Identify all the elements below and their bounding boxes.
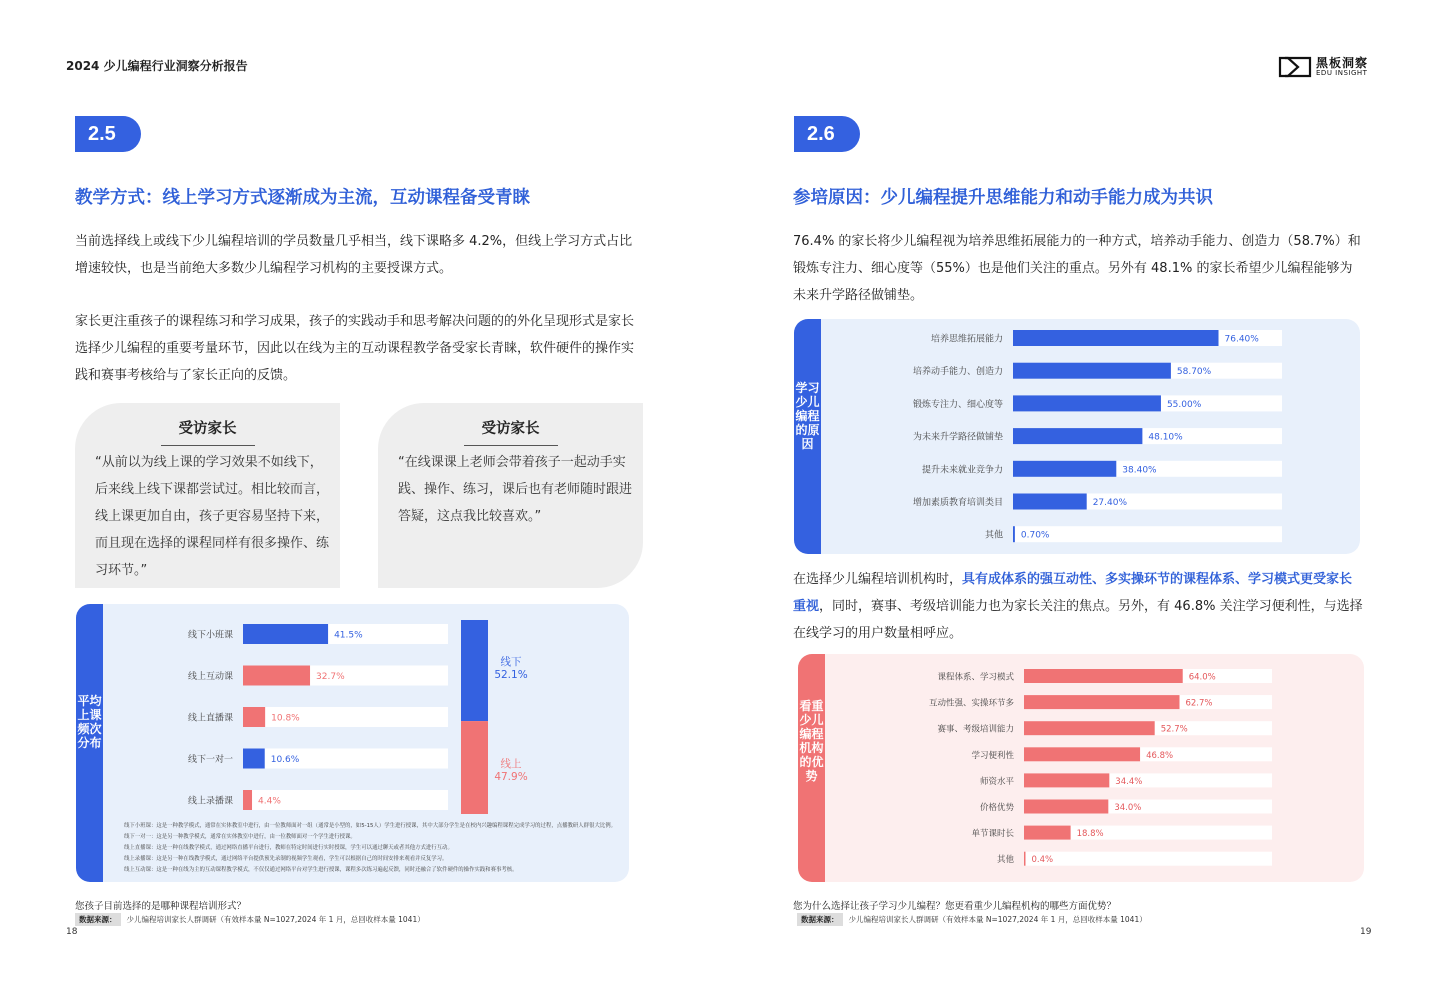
category-label: 线上直播课: [187, 713, 233, 724]
data-label: 41.5%: [334, 630, 363, 641]
quote-heading: 受访家长: [178, 421, 237, 437]
chart-side-label: 平均上课频次分布: [77, 694, 102, 750]
category-label: 培养动手能力、创造力: [912, 367, 1003, 378]
institution-advantage-chart-panel: [798, 654, 1364, 882]
category-label: 线上互动课: [187, 672, 233, 682]
data-label: 34.0%: [1114, 803, 1142, 813]
report-title: 2024 少儿编程行业洞察分析报告: [66, 59, 248, 73]
bar: [1024, 800, 1108, 814]
bar: [1013, 494, 1087, 510]
category-label: 线下小班课: [187, 630, 233, 641]
bar: [243, 707, 265, 727]
logo-en-text: EDU INSIGHT: [1316, 69, 1368, 77]
category-label: 课程体系、学习模式: [937, 672, 1014, 683]
data-label: 32.7%: [316, 672, 345, 682]
data-label: 10.6%: [270, 755, 300, 765]
quote-text: “在线课课上老师会带着孩子一起动手实践、操作、练习，课后也有老师随时跟进答疑，这点我比较喜欢。”: [398, 455, 633, 524]
data-label: 62.7%: [1185, 698, 1213, 709]
class-format-chart-panel: [76, 604, 629, 882]
data-label: 58.70%: [1176, 367, 1212, 378]
data-source: [75, 913, 425, 926]
stacked-segment: [461, 620, 488, 721]
quote-heading: 受访家长: [481, 421, 540, 437]
bar: [243, 624, 328, 644]
bar: [1024, 695, 1179, 709]
data-label: 34.4%: [1115, 776, 1143, 787]
bar: [1024, 773, 1109, 787]
data-label: 46.8%: [1146, 750, 1174, 761]
data-label: 4.4%: [258, 796, 281, 807]
source-text: 少儿编程培训家长人群调研（有效样本量 N=1027,2024 年 1 月，总回收样本量 1041）: [126, 915, 425, 924]
page-number: 19: [1360, 927, 1372, 937]
category-label: 学习便利性: [971, 750, 1014, 761]
definition-note: 线上互动课：这是一种在线为主的互动课程教学模式，不仅仅通过网络平台对学生进行授课，课程多次练习遍起反馈，同时还融合了软件硬件的操作实践和赛事考核。: [124, 867, 518, 873]
brand-logo: [1278, 54, 1372, 80]
category-label: 锻炼专注力、细心度等: [912, 399, 1003, 410]
chart-side-label: 看重少儿编程机构的优势: [799, 699, 824, 783]
section-title: 参培原因：少儿编程提升思维能力和动手能力成为共识: [793, 188, 1213, 208]
institution-advantage-bar-chart: [798, 654, 1364, 882]
data-label: 76.40%: [1224, 334, 1259, 345]
category-label: 其他: [996, 855, 1014, 866]
parent-quote-card: [378, 403, 643, 588]
parent-quote-card: [75, 403, 340, 588]
bar: [1024, 721, 1155, 735]
bar-track: [1024, 852, 1272, 866]
logo-mark-icon: [1278, 56, 1312, 78]
definition-note: 线上直播课：这是一种在线教学模式，通过网络直播平台进行，教师在特定时间进行实时授课，学生可以通过聊天或者其他方式进行互动。: [124, 845, 453, 851]
highlighted-text: 具有成体系的强互动性、多实操环节的课程体系、学习模式更受家长重视: [793, 572, 1353, 614]
bar: [1013, 330, 1219, 346]
data-label: 52.7%: [1160, 724, 1188, 735]
data-label: 0.4%: [1031, 855, 1054, 866]
bar: [243, 666, 310, 686]
category-label: 互动性强、实操环节多: [928, 698, 1014, 709]
definition-note: 线上录播课：这是另一种在线教学模式，通过网络平台提供预先录制的视频学生观看，学生可以根据自己的时间安排来观看并反复学习。: [124, 856, 448, 862]
definition-note: 线下一对一：这是另一种教学模式，通常在实体教室中进行，由一位教师面对一个学生进行授课。: [124, 834, 356, 840]
quote-underline: [161, 445, 255, 446]
data-label: 55.00%: [1166, 399, 1202, 410]
source-label: 数据来源：: [75, 913, 121, 926]
bar: [1013, 526, 1015, 542]
bar: [1024, 747, 1140, 761]
definition-note: 线下小班课：这是一种教学模式，通常在实体教室中进行，由一位教师面对一组（通常是小型的，如5-15人）学生进行授课，其中大部分学生是在校内兴趣编程课程完成学习的过程，点播教研人群很大比例。: [124, 823, 617, 829]
learning-reasons-chart-panel: [794, 319, 1360, 554]
segment-value: 52.1%: [494, 669, 528, 681]
quote-text: “从前以为线上课的学习效果不如线下，后来线上线下课都尝试过。相比较而言，线上课更加自由，孩子更容易坚持下来，而且现在选择的课程同样有很多操作、练习环节。”: [95, 455, 330, 578]
bar: [1013, 461, 1116, 477]
data-label: 64.0%: [1188, 672, 1216, 683]
category-label: 线上录播课: [187, 796, 233, 807]
paragraph-text: 在选择少儿编程培训机构时，: [793, 572, 963, 587]
bar-track: [1013, 526, 1282, 542]
bar: [1013, 363, 1171, 379]
paragraph-text: ，同时，赛事、考级培训能力也为家长关注的焦点。另外，有 46.8% 关注学习便利性，与选择在线学习的用户数量相呼应。: [793, 599, 1363, 641]
survey-question: 您孩子目前选择的是哪种课程培训形式？: [75, 901, 247, 912]
data-label: 38.40%: [1122, 465, 1157, 476]
data-label: 0.70%: [1020, 530, 1050, 541]
page-number: 18: [66, 927, 78, 937]
category-label: 价格优势: [979, 803, 1014, 813]
institution-paragraph: [793, 566, 1365, 647]
category-label: 赛事、考级培训能力: [937, 724, 1014, 735]
data-source: [797, 913, 1147, 926]
parent-focus-paragraph: 家长更注重孩子的课程练习和学习成果，孩子的实践动手和思考解决问题的的外化呈现形式是家长选择少儿编程的重要考量环节，因此以在线为主的互动课程教学备受家长青睐，软件硬件的操作实践和赛事考核给与了家长正向的反馈。: [75, 314, 635, 383]
source-text: 少儿编程培训家长人群调研（有效样本量 N=1027,2024 年 1 月，总回收样本量 1041）: [848, 915, 1147, 924]
category-label: 单节课时长: [971, 829, 1014, 840]
category-label: 为未来升学路径做铺垫: [912, 432, 1003, 443]
class-format-bar-chart: [76, 604, 629, 882]
data-label: 48.10%: [1148, 432, 1183, 443]
data-label: 18.8%: [1076, 829, 1104, 840]
data-label: 27.40%: [1092, 498, 1128, 508]
intro-paragraph: 当前选择线上或线下少儿编程培训的学员数量几乎相当，线下课略多 4.2%，但线上学习方式占比增速较快，也是当前绝大多数少儿编程学习机构的主要授课方式。: [75, 234, 633, 276]
category-label: 提升未来就业竞争力: [921, 465, 1003, 476]
logo-cn-text: 黑板洞察: [1316, 56, 1369, 70]
bar: [1024, 669, 1183, 683]
bar: [1024, 826, 1071, 840]
category-label: 线下一对一: [187, 755, 233, 765]
bar: [1024, 852, 1026, 866]
chart-side-label: 学习少儿编程的原因: [795, 381, 820, 451]
reason-paragraph: 76.4% 的家长将少儿编程视为培养思维拓展能力的一种方式，培养动手能力、创造力（58.7%）和锻炼专注力、细心度等（55%）也是他们关注的重点。另外有 48.1% 的家长希望少儿编程能够为未来升学路径做铺垫。: [793, 234, 1361, 303]
section-title: 教学方式：线上学习方式逐渐成为主流，互动课程备受青睐: [75, 188, 530, 208]
bar: [243, 790, 252, 810]
data-label: 10.8%: [271, 713, 300, 724]
category-label: 其他: [984, 530, 1003, 541]
category-label: 增加素质教育培训类目: [912, 498, 1003, 508]
bar: [1013, 428, 1142, 444]
source-label: 数据来源：: [797, 913, 843, 926]
segment-name: 线下: [500, 656, 522, 668]
section-number-badge: 2.6: [794, 116, 860, 152]
bar: [1013, 395, 1161, 411]
segment-name: 线上: [500, 758, 522, 771]
section-number-badge: 2.5: [75, 116, 141, 152]
segment-value: 47.9%: [494, 771, 528, 784]
stacked-segment: [461, 721, 488, 814]
category-label: 师资水平: [979, 776, 1014, 787]
learning-reasons-bar-chart: [794, 319, 1360, 554]
category-label: 培养思维拓展能力: [930, 334, 1003, 345]
quote-underline: [464, 445, 558, 446]
bar: [243, 749, 265, 769]
survey-question: 您为什么选择让孩子学习少儿编程？您更看重少儿编程机构的哪些方面优势？: [793, 901, 1117, 912]
